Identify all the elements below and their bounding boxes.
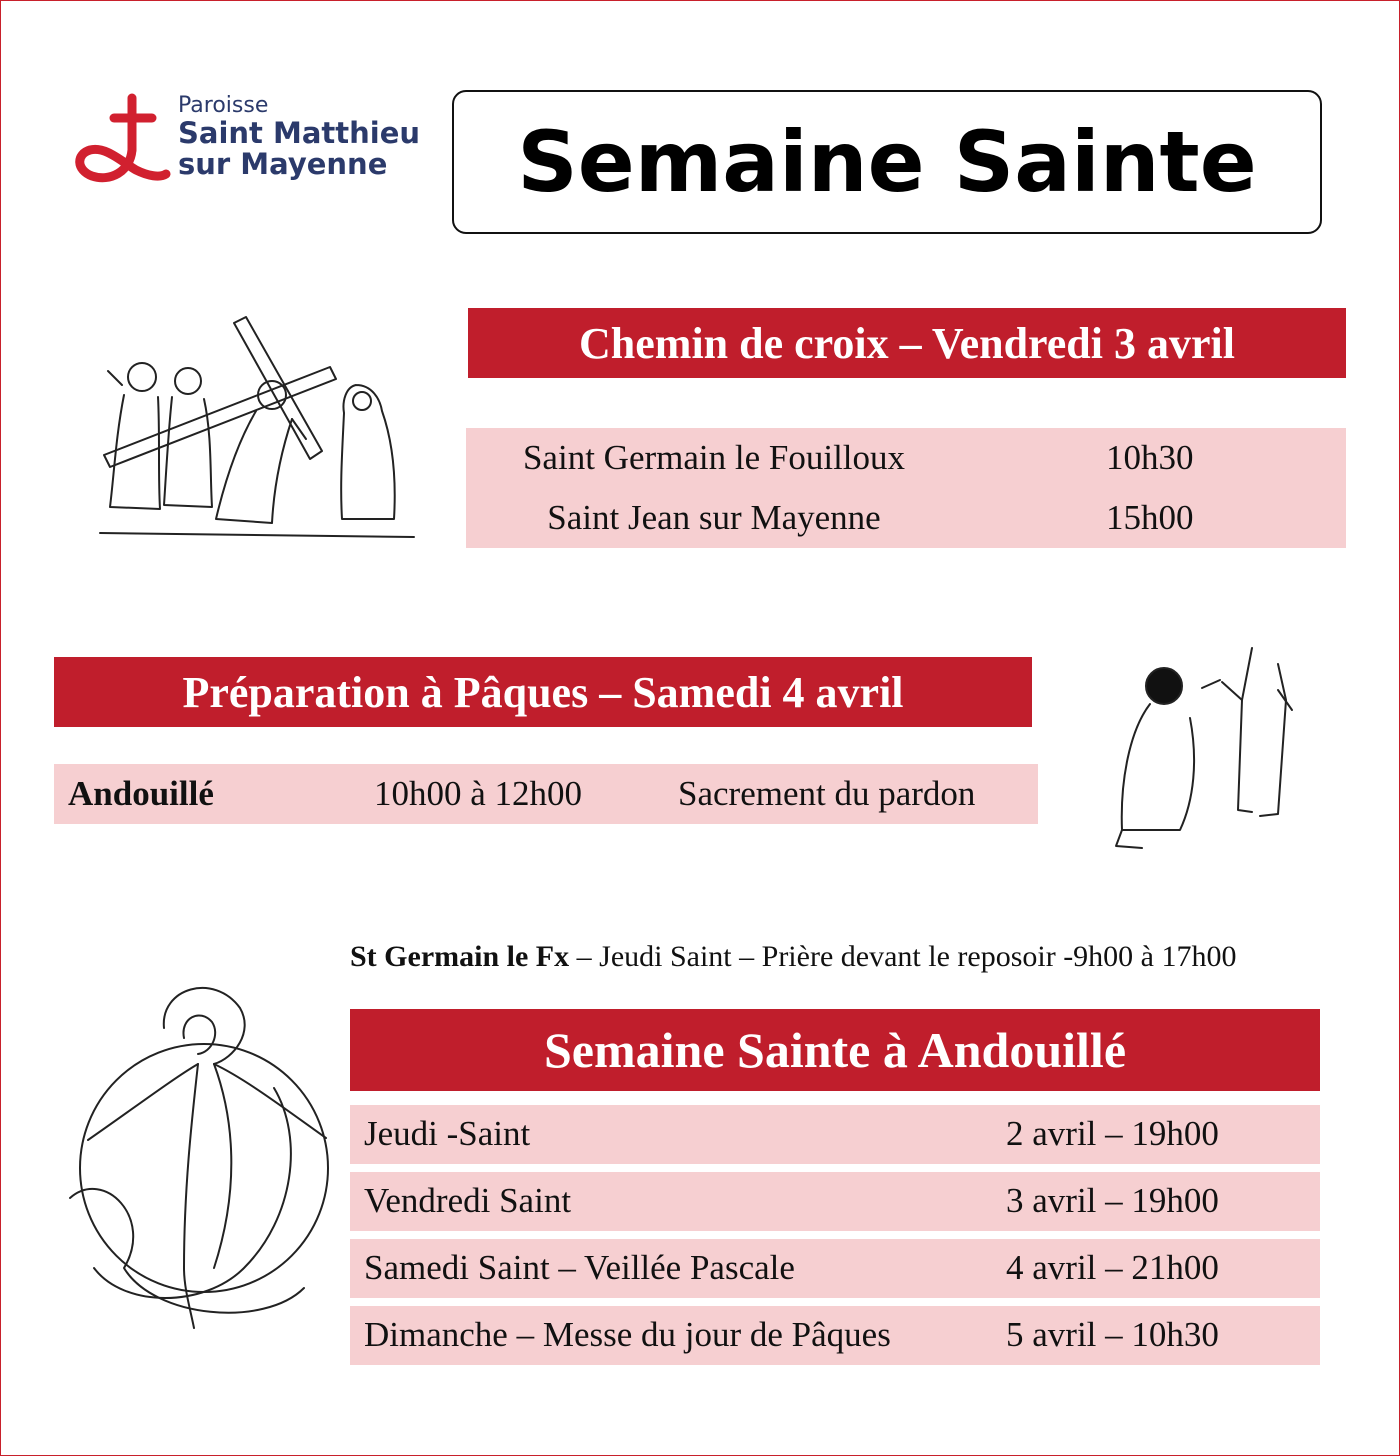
event-when: 4 avril – 21h00: [1006, 1248, 1219, 1287]
table-row: [350, 1172, 1320, 1231]
chemin-de-croix-heading: Chemin de croix – Vendredi 3 avril: [468, 308, 1346, 378]
risen-christ-illustration: [64, 968, 344, 1348]
preparation-place: Andouillé: [68, 774, 214, 813]
table-row: [350, 1105, 1320, 1164]
logo-line-1: Paroisse: [178, 93, 269, 118]
jeudi-saint-note: [350, 940, 1237, 974]
table-row: [466, 488, 1346, 548]
way-of-cross-illustration: [96, 315, 418, 543]
preparation-row: [54, 764, 1038, 824]
title-box: [452, 90, 1322, 234]
andouille-heading: Semaine Sainte à Andouillé: [350, 1009, 1320, 1091]
table-row: [350, 1306, 1320, 1365]
preparation-time: 10h00 à 12h00: [374, 774, 583, 813]
note-place: St Germain le Fx: [350, 940, 570, 973]
table-row: [466, 428, 1346, 488]
note-text: – Jeudi Saint – Prière devant le reposoir -9h00 à 17h00: [569, 940, 1237, 973]
chemin-de-croix-table: [466, 428, 1346, 548]
place-cell: Saint Germain le Fouilloux: [522, 438, 906, 477]
cross-icon: [70, 92, 174, 192]
confession-illustration: [1102, 640, 1302, 868]
place-cell: Saint Jean sur Mayenne: [547, 498, 881, 537]
event-when: 2 avril – 19h00: [1006, 1114, 1219, 1153]
event-label: Dimanche – Messe du jour de Pâques: [364, 1315, 891, 1354]
event-label: Jeudi -Saint: [364, 1114, 531, 1153]
logo-line-2: Saint Matthieu: [178, 115, 421, 150]
time-cell: 15h00: [1106, 498, 1194, 537]
parish-logo: [70, 92, 430, 192]
event-when: 5 avril – 10h30: [1006, 1315, 1219, 1354]
event-label: Samedi Saint – Veillée Pascale: [364, 1248, 795, 1287]
event-label: Vendredi Saint: [364, 1181, 572, 1220]
page-title: Semaine Sainte: [517, 113, 1257, 211]
time-cell: 10h30: [1106, 438, 1194, 477]
table-row: [350, 1239, 1320, 1298]
event-when: 3 avril – 19h00: [1006, 1181, 1219, 1220]
logo-line-3: sur Mayenne: [178, 147, 388, 182]
preparation-heading: Préparation à Pâques – Samedi 4 avril: [54, 657, 1032, 727]
preparation-activity: Sacrement du pardon: [678, 774, 976, 813]
